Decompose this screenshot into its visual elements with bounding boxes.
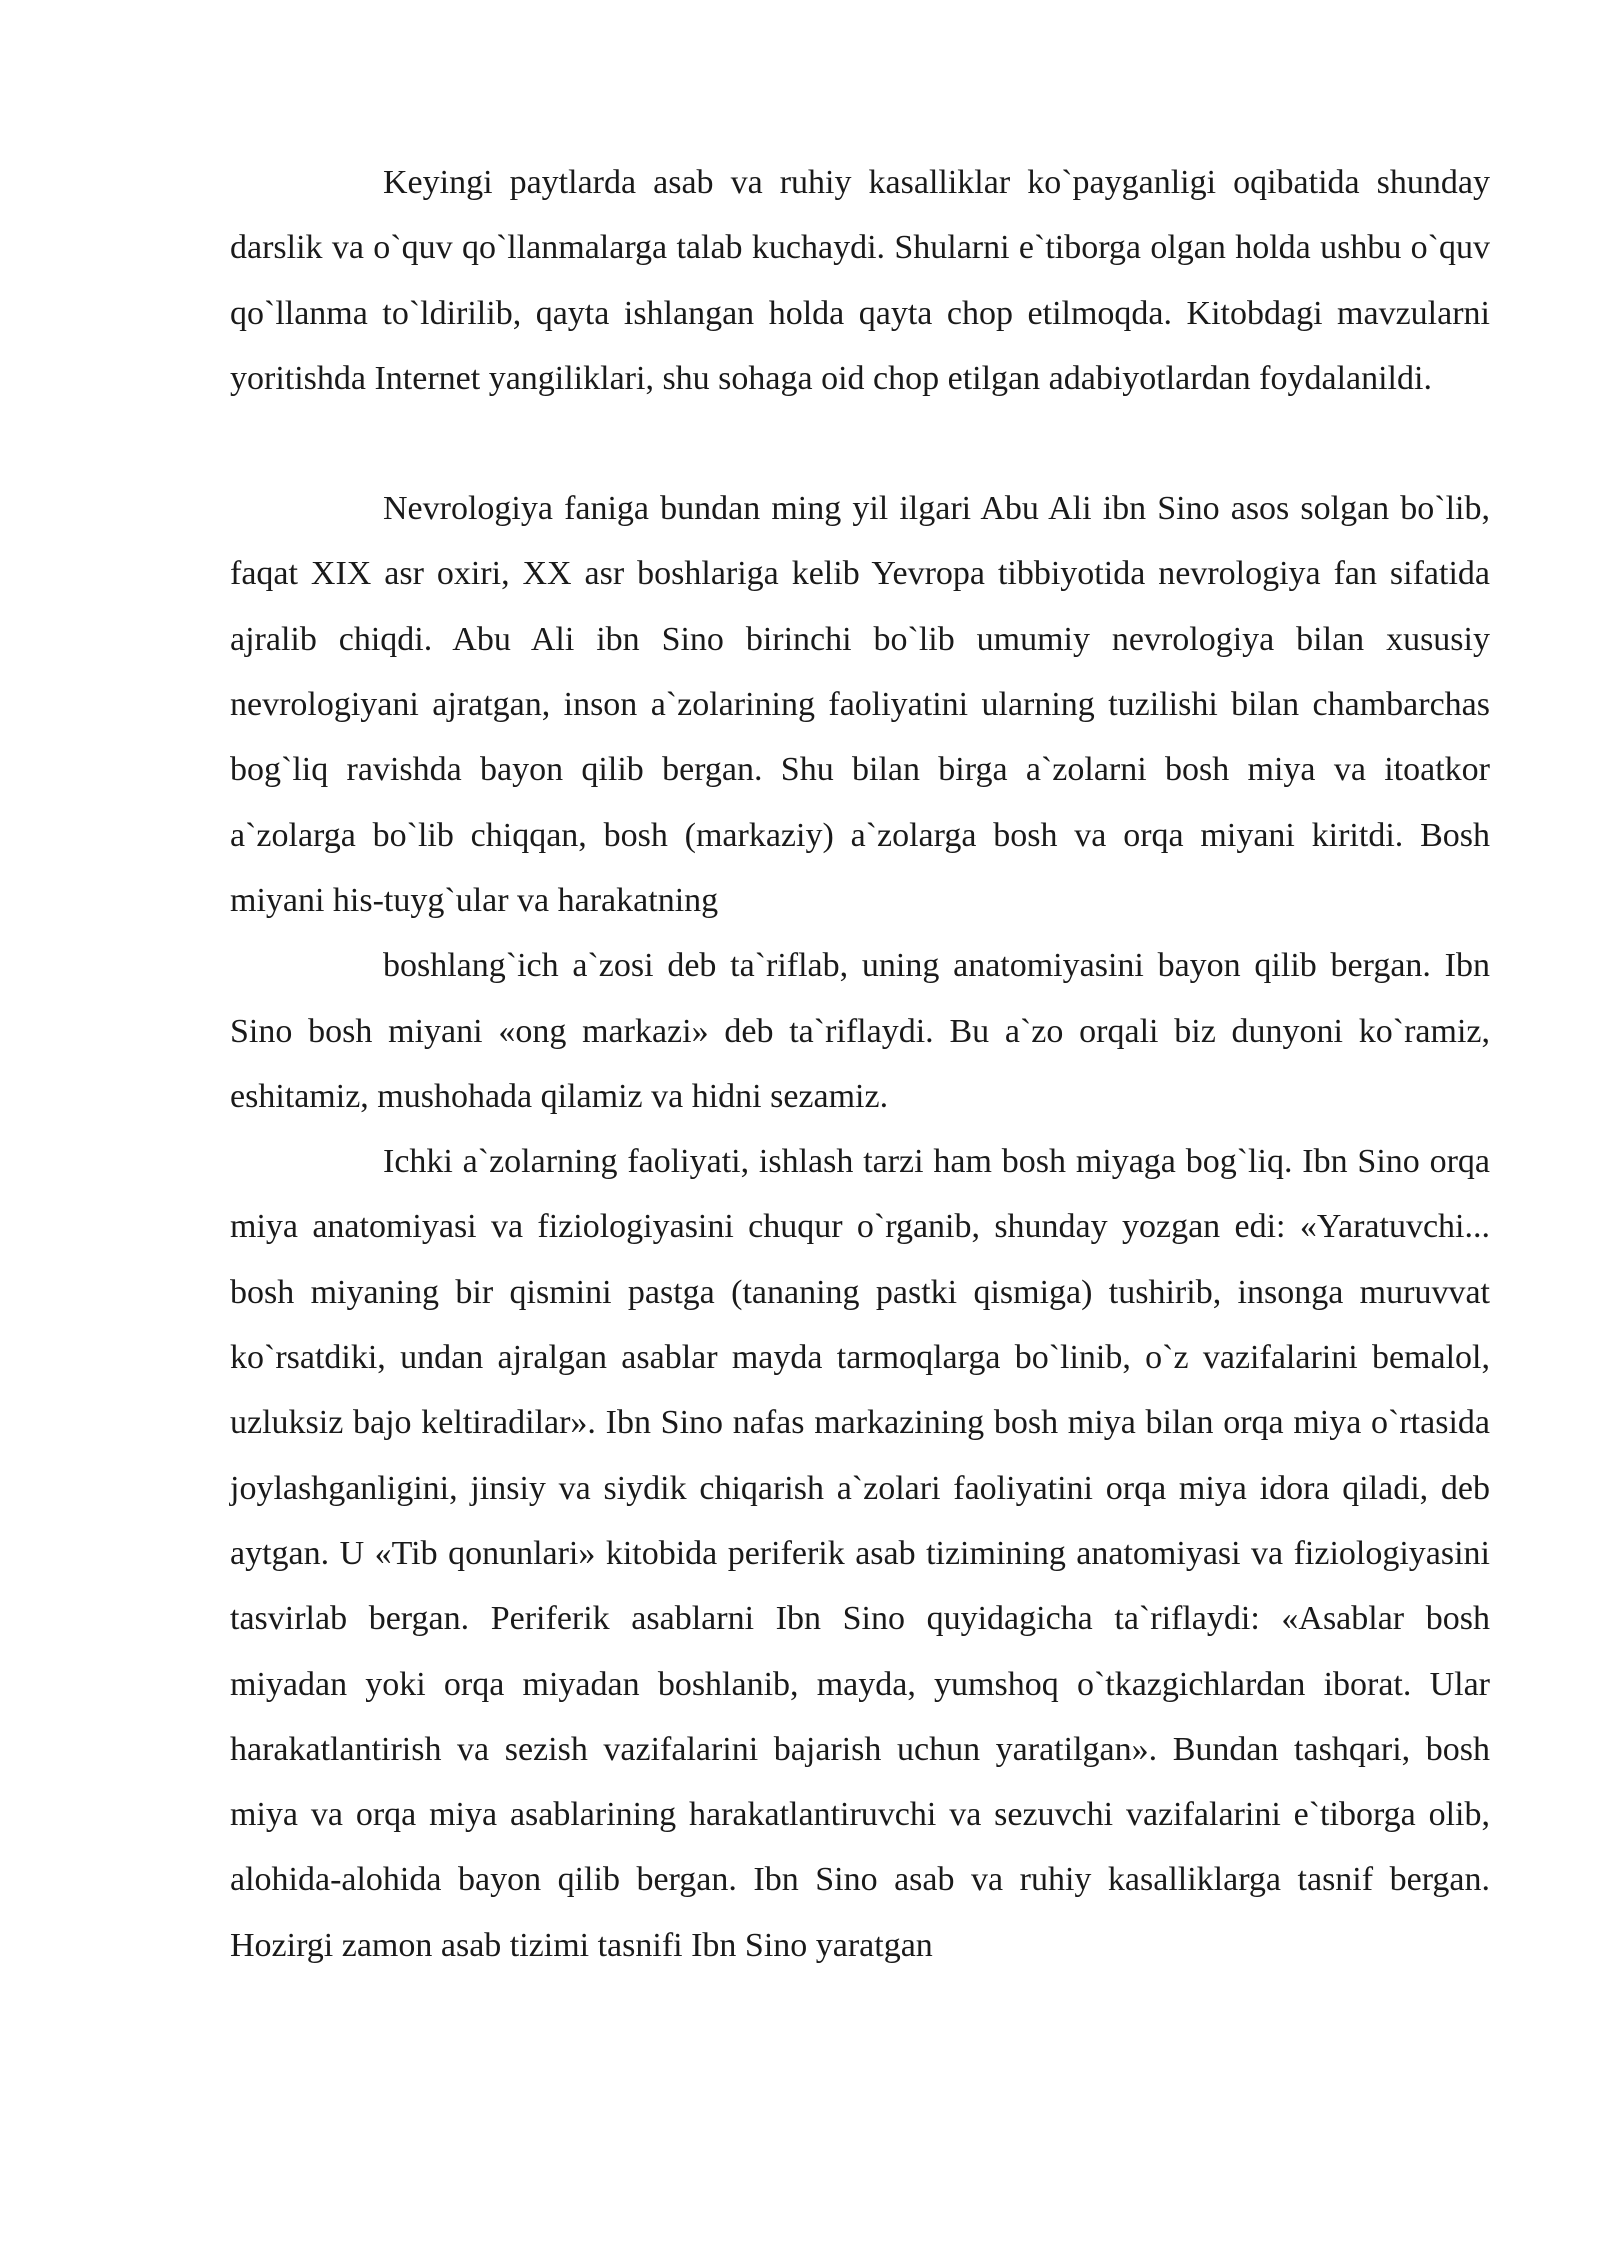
paragraph-history: Nevrologiya faniga bundan ming yil ilgari Abu Ali ibn Sino asos solgan bo`lib, faqat XIX asr oxiri, XX asr boshlariga kelib Yevropa tibbiyotida nevrologiya fan sifatida ajralib chiqdi. Abu Ali ibn Sino birinchi bo`lib umumiy nevrologiya bilan xususiy nevrologiyani ajratgan, inson a`zolarining faoliyatini ularning tuzilishi bilan chambarchas bog`liq ravishda bayon qilib bergan. Shu bilan birga a`zolarni bosh miya va itoatkor a`zolarga bo`lib chiqqan, bosh (markaziy) a`zolarga bosh va orqa miyani kiritdi. Bosh miyani his-tuyg`ular va harakatning [230, 490, 1490, 919]
paragraph-organs: Ichki a`zolarning faoliyati, ishlash tarzi ham bosh miyaga bog`liq. Ibn Sino orqa miya anatomiyasi va fiziologiyasini chuqur o`rganib, shunday yozgan edi: «Yaratuvchi... bosh miyaning bir qismini pastga (tananing pastki qismiga) tushirib, insonga muruvvat ko`rsatdiki, undan ajralgan asablar mayda tarmoqlarga bo`linib, o`z vazifalarini bemalol, uzluksiz bajo keltiradilar». Ibn Sino nafas markazining bosh miya bilan orqa miya o`rtasida joylashganligini, jinsiy va siydik chiqarish a`zolari faoliyatini orqa miya idora qiladi, deb aytgan. U «Tib qonunlari» kitobida periferik asab tizimining anatomiyasi va fiziologiyasini tasvirlab bergan. Periferik asablarni Ibn Sino quyidagicha ta`riflaydi: «Asablar bosh miyadan yoki orqa miyadan boshlanib, mayda, yumshoq o`tkazgichlardan iborat. Ular harakatlantirish va sezish vazifalarini bajarish uchun yaratilgan». Bundan tashqari, bosh miya va orqa miya asablarining harakatlantiruvchi va sezuvchi vazifalarini e`tiborga olib, alohida-alohida bayon qilib bergan. Ibn Sino asab va ruhiy kasalliklarga tasnif bergan. Hozirgi zamon asab tizimi tasnifi Ibn Sino yaratgan [230, 1143, 1490, 1964]
paragraph-brain: boshlang`ich a`zosi deb ta`riflab, uning anatomiyasini bayon qilib bergan. Ibn Sino bosh miyani «ong markazi» deb ta`riflaydi. Bu a`zo orqali biz dunyoni ko`ramiz, eshitamiz, mushohada qilamiz va hidni sezamiz. [230, 947, 1490, 1115]
paragraph-intro: Keyingi paytlarda asab va ruhiy kasalliklar ko`payganligi oqibatida shunday darslik va o`quv qo`llanmalarga talab kuchaydi. Shularni e`tiborga olgan holda ushbu o`quv qo`llanma to`ldirilib, qayta ishlangan holda qayta chop etilmoqda. Kitobdagi mavzularni yoritishda Internet yangiliklari, shu sohaga oid chop etilgan adabiyotlardan foydalanildi. [230, 164, 1490, 397]
document-body [230, 150, 1490, 1978]
